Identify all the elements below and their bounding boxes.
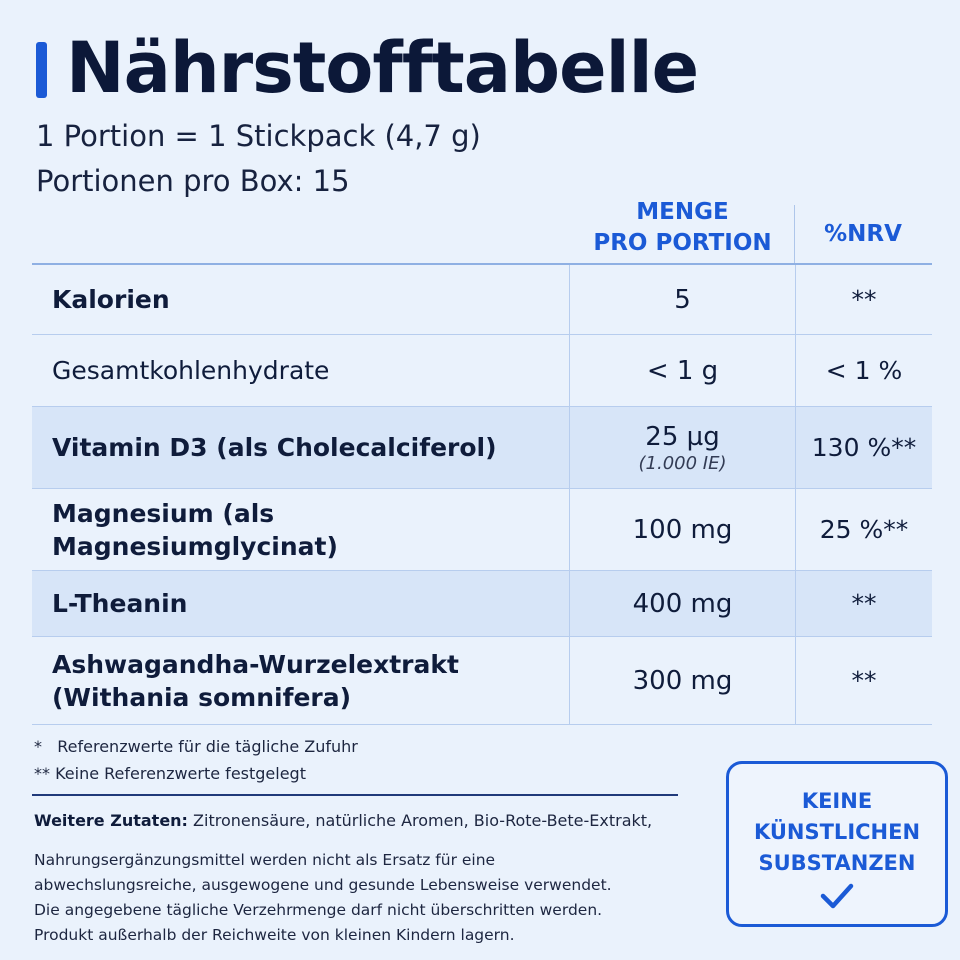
amount-value: 100 mg — [632, 514, 733, 545]
nutrient-nrv: 130 %** — [795, 407, 932, 488]
nutrition-table — [32, 263, 932, 725]
nutrient-amount — [569, 489, 795, 570]
nutrient-name: L-Theanin — [52, 589, 188, 618]
badge-line1: KEINE — [801, 789, 873, 813]
amount-value: 5 — [674, 284, 691, 315]
disclaimer-line: Produkt außerhalb der Reichweite von kleinen Kindern lagern. — [34, 926, 515, 944]
table-row — [32, 489, 932, 571]
serving-size: 1 Portion = 1 Stickpack (4,7 g) — [36, 119, 481, 153]
nutrient-amount — [569, 571, 795, 636]
footnote-no-reference: ** Keine Referenzwerte festgelegt — [34, 764, 306, 783]
nutrient-name-line1: Magnesium (als — [52, 498, 275, 528]
column-header-amount-line1: MENGE — [636, 199, 729, 225]
nutrient-name-line2: (Withania somnifera) — [52, 682, 352, 712]
nutrient-name: Kalorien — [52, 285, 170, 314]
page-title: Nährstofftabelle — [66, 27, 699, 109]
disclaimer-line: abwechslungsreiche, ausgewogene und gesunde Lebensweise verwendet. — [34, 876, 612, 894]
title-accent-bar — [36, 42, 47, 98]
amount-value: 300 mg — [632, 665, 733, 696]
nutrient-name: Vitamin D3 (als Cholecalciferol) — [52, 433, 497, 462]
table-row — [32, 571, 932, 637]
amount-subvalue: (1.000 IE) — [638, 452, 727, 474]
column-header-nrv: %NRV — [824, 221, 902, 247]
amount-value: 25 µg — [645, 421, 720, 452]
disclaimer-line: Die angegebene tägliche Verzehrmenge darf nicht überschritten werden. — [34, 901, 603, 919]
nutrient-nrv: 25 %** — [795, 489, 932, 570]
table-row — [32, 637, 932, 725]
footnote-reference-values: * Referenzwerte für die tägliche Zufuhr — [34, 737, 358, 756]
nutrient-nrv: ** — [795, 571, 932, 636]
disclaimer-line: Nahrungsergänzungsmittel werden nicht als Ersatz für eine — [34, 851, 496, 869]
section-divider — [32, 794, 678, 796]
no-artificial-substances-badge — [726, 761, 948, 927]
nutrient-amount — [569, 407, 795, 488]
table-row — [32, 265, 932, 335]
nutrient-name — [32, 637, 569, 724]
nutrient-amount — [569, 335, 795, 406]
nutrient-name-line2: Magnesiumglycinat) — [52, 531, 338, 561]
table-row — [32, 335, 932, 407]
servings-per-box: Portionen pro Box: 15 — [36, 164, 350, 198]
disclaimer — [34, 848, 674, 948]
column-header-amount — [570, 197, 795, 259]
table-row — [32, 407, 932, 489]
nutrient-name-line1: Ashwagandha-Wurzelextrakt — [52, 649, 459, 679]
nutrient-nrv: ** — [795, 637, 932, 724]
nutrient-amount — [569, 265, 795, 334]
badge-line2: KÜNSTLICHEN — [753, 820, 921, 844]
nutrient-name: Gesamtkohlenhydrate — [52, 356, 330, 385]
amount-value: < 1 g — [646, 355, 719, 386]
other-ingredients — [34, 811, 652, 830]
column-header-amount-line2: PRO PORTION — [593, 230, 772, 256]
badge-line3: SUBSTANZEN — [758, 851, 916, 875]
amount-value: 400 mg — [632, 588, 733, 619]
ingredients-text: Zitronensäure, natürliche Aromen, Bio-Rote-Bete-Extrakt, — [187, 811, 653, 830]
nutrient-amount — [569, 637, 795, 724]
nutrient-nrv: < 1 % — [795, 335, 932, 406]
nutrient-nrv: ** — [795, 265, 932, 334]
nutrient-name — [32, 489, 569, 570]
ingredients-label: Weitere Zutaten: — [34, 811, 188, 830]
check-icon — [729, 881, 945, 915]
